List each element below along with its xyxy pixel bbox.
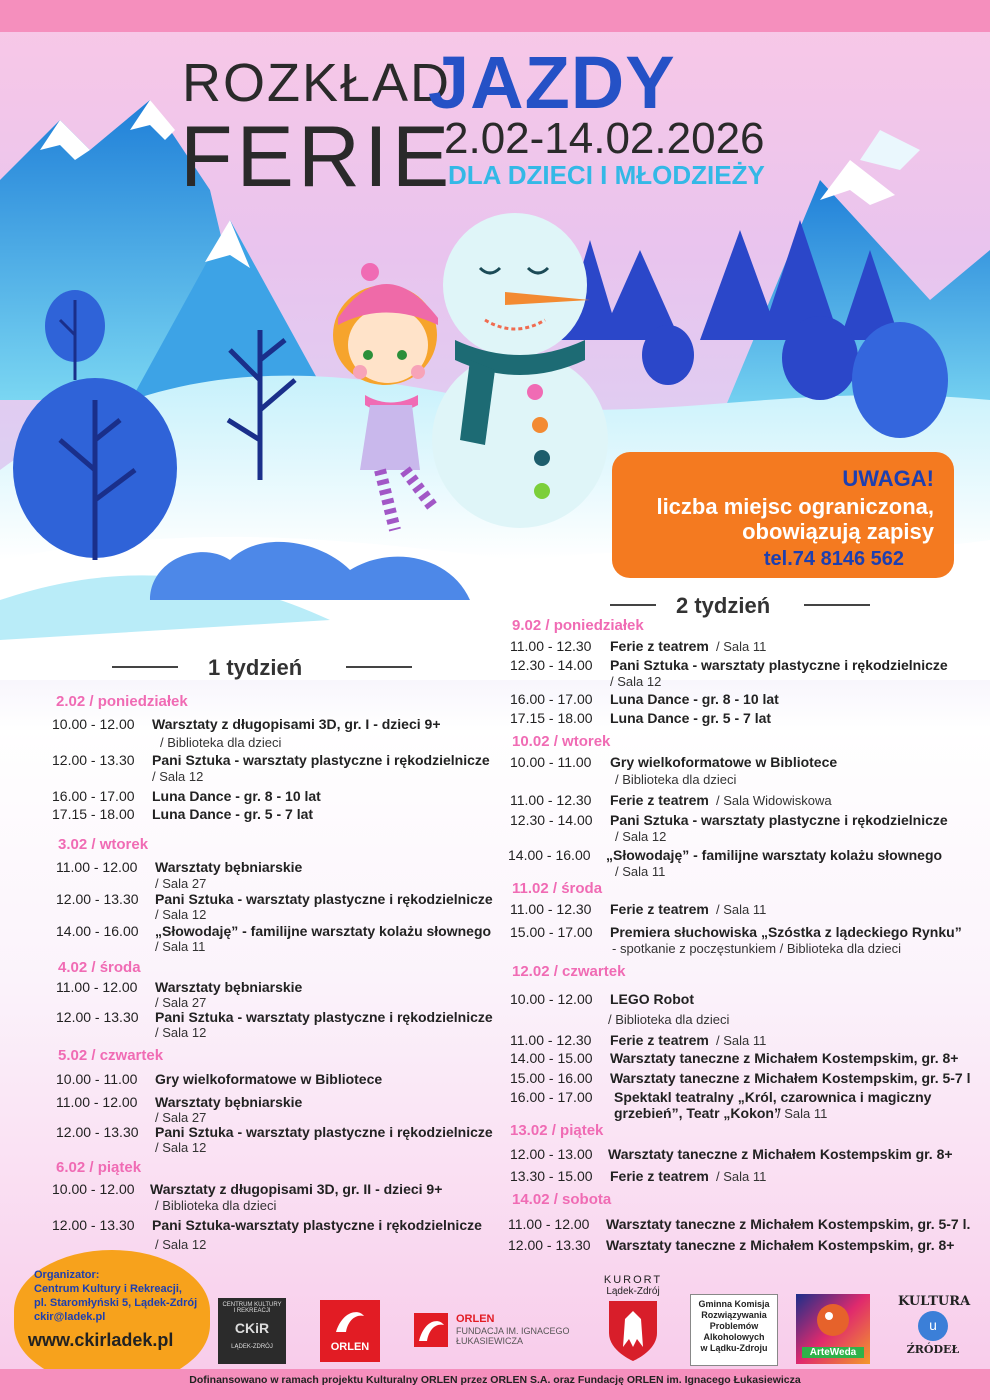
- event-time: 10.00 - 11.00: [510, 754, 592, 770]
- event-place: / Biblioteka dla dzieci: [608, 1012, 730, 1027]
- event-time: 16.00 - 17.00: [510, 691, 593, 707]
- event-activity: Pani Sztuka - warsztaty plastyczne i rękodzielnicze: [155, 891, 493, 907]
- event-time: 12.00 - 13.30: [508, 1237, 591, 1253]
- event-time: 14.00 - 16.00: [508, 847, 591, 863]
- event-time: 10.00 - 12.00: [52, 716, 135, 732]
- event-activity: Gry wielkoformatowe w Bibliotece: [155, 1071, 383, 1087]
- organizer-address: pl. Staromłyński 5, Lądek-Zdrój: [34, 1297, 198, 1309]
- event-activity: Pani Sztuka - warsztaty plastyczne i rękodzielnicze: [152, 752, 490, 768]
- arteweda-mark-icon: [813, 1300, 853, 1340]
- event-time: 11.00 - 12.00: [56, 859, 138, 875]
- event-place: / Sala 11: [716, 1169, 767, 1184]
- arteweda-text: ArteWeda: [802, 1347, 864, 1358]
- day-heading: 9.02 / poniedziałek: [512, 617, 644, 634]
- event-time: 13.30 - 15.00: [510, 1168, 593, 1184]
- event-time: 17.15 - 18.00: [510, 710, 593, 726]
- week1-title: 1 tydzień: [208, 655, 303, 680]
- orlen-logo: [320, 1300, 380, 1362]
- event-place: / Sala 11: [777, 1106, 828, 1121]
- event-time: 11.00 - 12.30: [510, 638, 592, 654]
- kultura-mid: u: [918, 1311, 948, 1341]
- event-activity: Warsztaty bębniarskie: [155, 979, 303, 995]
- event-place: / Biblioteka dla dzieci: [160, 735, 282, 750]
- title-ferie: FERIE: [180, 109, 454, 205]
- orlen-logo-text: ORLEN: [330, 1341, 370, 1353]
- week2-title: 2 tydzień: [676, 593, 771, 618]
- day-heading: 2.02 / poniedziałek: [56, 693, 188, 710]
- day-heading: 11.02 / środa: [512, 880, 603, 897]
- event-activity: Pani Sztuka - warsztaty plastyczne i rękodzielnicze: [155, 1124, 493, 1140]
- event-time: 12.30 - 14.00: [510, 812, 593, 828]
- event-activity: Pani Sztuka - warsztaty plastyczne i rękodzielnicze: [610, 657, 948, 673]
- event-activity: Ferie z teatrem: [610, 792, 709, 808]
- gmina-line: Problemów: [709, 1321, 759, 1331]
- event-time: 10.00 - 12.00: [52, 1181, 135, 1197]
- notice-text: [656, 494, 934, 544]
- subtitle: DLA DZIECI I MŁODZIEŻY: [448, 160, 765, 190]
- event-activity: Ferie z teatrem: [610, 1168, 709, 1184]
- organizer-badge: [14, 1250, 210, 1386]
- organizer-email[interactable]: ckir@ladek.pl: [34, 1311, 106, 1323]
- event-time: 12.00 - 13.30: [52, 752, 135, 768]
- gmina-line: w Lądku-Zdroju: [700, 1343, 768, 1353]
- event-activity: Ferie z teatrem: [610, 1032, 709, 1048]
- event-place: / Biblioteka dla dzieci: [155, 1198, 277, 1213]
- ckir-logo-bottom: LĄDEK-ZDRÓJ: [231, 1344, 273, 1350]
- event-activity: Pani Sztuka-warsztaty plastyczne i rękodzielnicze: [152, 1217, 482, 1233]
- event-place: - spotkanie z poczęstunkiem / Biblioteka dla dzieci: [612, 941, 902, 956]
- event-time: 12.00 - 13.30: [56, 891, 139, 907]
- day-heading: 4.02 / środa: [58, 959, 141, 976]
- kurort-city: Lądek-Zdrój: [606, 1286, 660, 1297]
- orlen-eagle-icon: [332, 1306, 368, 1336]
- event-activity: Warsztaty z długopisami 3D, gr. II - dzieci 9+: [150, 1181, 443, 1197]
- event-place: / Sala 11: [155, 939, 206, 954]
- title-jazdy: JAZDY: [428, 41, 676, 124]
- kultura-bottom: ŹRÓDEŁ: [906, 1343, 960, 1356]
- event-activity: Luna Dance - gr. 8 - 10 lat: [152, 788, 321, 804]
- gmina-line: Rozwiązywania: [701, 1310, 767, 1320]
- event-activity: „Słowodaję” - familijne warsztaty kolażu słownego: [606, 847, 943, 863]
- event-place: / Sala 27: [155, 1110, 207, 1125]
- day-heading: 10.02 / wtorek: [512, 733, 611, 750]
- event-activity: grzebień”, Teatr „Kokon”: [614, 1105, 781, 1121]
- ckir-logo: [218, 1298, 286, 1364]
- foundation-line1: FUNDACJA IM. IGNACEGO: [456, 1326, 570, 1336]
- event-time: 11.00 - 12.30: [510, 901, 592, 917]
- ckir-logo-mark: CKiR: [234, 1320, 270, 1336]
- event-time: 12.00 - 13.00: [510, 1146, 593, 1162]
- notice-line-2: obowiązują zapisy: [742, 519, 934, 544]
- gmina-commission-logo: [690, 1294, 778, 1366]
- event-place: / Sala 12: [155, 907, 207, 922]
- organizer-text: [34, 1268, 197, 1324]
- event-activity: Warsztaty z długopisami 3D, gr. I - dzieci 9+: [152, 716, 441, 732]
- notice-line-1: liczba miejsc ograniczona,: [656, 494, 934, 519]
- funding-note: Dofinansowano w ramach projektu Kulturalny ORLEN przez ORLEN S.A. oraz Fundację ORLEN im. Ignacego Łukasiewicza: [189, 1374, 801, 1386]
- kultura-top: KULTURA: [898, 1294, 971, 1309]
- event-time: 11.00 - 12.00: [508, 1216, 590, 1232]
- event-time: 11.00 - 12.30: [510, 792, 592, 808]
- event-place: / Sala 11: [615, 864, 666, 879]
- week1-rule-left: [112, 666, 178, 668]
- event-activity: Luna Dance - gr. 8 - 10 lat: [610, 691, 779, 707]
- event-activity: Warsztaty taneczne z Michałem Kostempskim, gr. 8+: [606, 1237, 955, 1253]
- gmina-line: Gminna Komisja: [698, 1299, 770, 1309]
- foundation-line2: ŁUKASIEWICZA: [456, 1336, 524, 1346]
- day-heading: 6.02 / piątek: [56, 1159, 142, 1176]
- event-activity: Ferie z teatrem: [610, 638, 709, 654]
- event-time: 11.00 - 12.00: [56, 979, 138, 995]
- ckir-logo-line2: I REKREACJI: [233, 1308, 271, 1314]
- event-activity: Warsztaty bębniarskie: [155, 859, 303, 875]
- event-activity: Pani Sztuka - warsztaty plastyczne i rękodzielnicze: [155, 1009, 493, 1025]
- day-heading: 3.02 / wtorek: [58, 836, 149, 853]
- event-activity: Warsztaty taneczne z Michałem Kostempskim, gr. 5-7 l: [610, 1070, 971, 1086]
- ckir-logo-line1: CENTRUM KULTURY: [222, 1302, 282, 1308]
- notice-phone[interactable]: tel.74 8146 562: [763, 548, 904, 570]
- event-activity: Premiera słuchowiska „Szóstka z lądeckiego Rynku”: [610, 924, 962, 940]
- event-time: 15.00 - 16.00: [510, 1070, 593, 1086]
- event-time: 12.00 - 13.30: [56, 1009, 139, 1025]
- week1-rule-right: [346, 666, 412, 668]
- week2-rule-right: [804, 604, 870, 606]
- event-time: 15.00 - 17.00: [510, 924, 593, 940]
- event-activity: Spektakl teatralny „Król, czarownica i magiczny: [614, 1089, 932, 1105]
- event-activity: LEGO Robot: [610, 991, 694, 1007]
- event-time: 12.30 - 14.00: [510, 657, 593, 673]
- event-place: / Sala 12: [155, 1025, 207, 1040]
- day-heading: 13.02 / piątek: [510, 1122, 604, 1139]
- event-place: / Biblioteka dla dzieci: [615, 772, 737, 787]
- day-heading: 5.02 / czwartek: [58, 1047, 164, 1064]
- notice-box: [612, 452, 954, 578]
- foundation-eagle-icon: [414, 1313, 448, 1347]
- event-activity: Luna Dance - gr. 5 - 7 lat: [610, 710, 772, 726]
- kurort-label: KURORT: [603, 1274, 663, 1286]
- event-place: / Sala 12: [615, 829, 667, 844]
- day-heading: 12.02 / czwartek: [512, 963, 626, 980]
- event-time: 16.00 - 17.00: [52, 788, 135, 804]
- day-heading: 14.02 / sobota: [512, 1191, 612, 1208]
- event-time: 12.00 - 13.30: [52, 1217, 135, 1233]
- event-activity: Warsztaty taneczne z Michałem Kostempskim, gr. 5-7 l.: [606, 1216, 971, 1232]
- event-place: / Sala 12: [155, 1140, 207, 1155]
- event-place: / Sala 12: [610, 674, 662, 689]
- event-activity: Warsztaty bębniarskie: [155, 1094, 303, 1110]
- organizer-website[interactable]: www.ckirladek.pl: [28, 1330, 174, 1350]
- event-place: / Sala 11: [716, 639, 767, 654]
- event-place: / Sala 12: [152, 769, 204, 784]
- event-time: 11.00 - 12.00: [56, 1094, 138, 1110]
- event-time: 10.00 - 11.00: [56, 1071, 138, 1087]
- notice-heading: UWAGA!: [842, 466, 934, 491]
- foundation-eagle-shape: [414, 1313, 448, 1347]
- event-time: 12.00 - 13.30: [56, 1124, 139, 1140]
- event-place: / Sala 27: [155, 876, 207, 891]
- event-time: 14.00 - 15.00: [510, 1050, 593, 1066]
- gmina-line: Alkoholowych: [703, 1332, 765, 1342]
- kultura-u-zrodel-logo: [898, 1294, 971, 1364]
- event-activity: Luna Dance - gr. 5 - 7 lat: [152, 806, 314, 822]
- event-activity: Gry wielkoformatowe w Bibliotece: [610, 754, 838, 770]
- foundation-brand: ORLEN: [456, 1313, 495, 1325]
- event-activity: „Słowodaję” - familijne warsztaty kolażu słownego: [155, 923, 492, 939]
- title-rozklad: ROZKŁAD: [182, 53, 452, 113]
- event-place: / Sala 12: [155, 1237, 207, 1252]
- organizer-name: Centrum Kultury i Rekreacji,: [34, 1283, 182, 1295]
- event-time: 17.15 - 18.00: [52, 806, 135, 822]
- top-pink-bar: [0, 0, 990, 32]
- event-activity: Warsztaty taneczne z Michałem Kostempskim, gr. 8+: [610, 1050, 959, 1066]
- event-place: / Sala 11: [716, 1033, 767, 1048]
- event-activity: Warsztaty taneczne z Michałem Kostempskim gr. 8+: [608, 1146, 953, 1162]
- event-place: / Sala Widowiskowa: [716, 793, 832, 808]
- week2-rule-left: [610, 604, 656, 606]
- event-time: 11.00 - 12.30: [510, 1032, 592, 1048]
- date-range: 2.02-14.02.2026: [444, 114, 765, 163]
- event-time: 10.00 - 12.00: [510, 991, 593, 1007]
- orlen-foundation-logo: [414, 1313, 584, 1349]
- organizer-label: Organizator:: [34, 1269, 100, 1281]
- event-place: / Sala 11: [716, 902, 767, 917]
- arteweda-logo: [796, 1294, 870, 1364]
- event-activity: Pani Sztuka - warsztaty plastyczne i rękodzielnicze: [610, 812, 948, 828]
- event-time: 16.00 - 17.00: [510, 1089, 593, 1105]
- event-time: 14.00 - 16.00: [56, 923, 139, 939]
- coat-of-arms-icon: [607, 1299, 659, 1363]
- kurort-logo: [600, 1274, 666, 1368]
- event-place: / Sala 27: [155, 995, 207, 1010]
- event-activity: Ferie z teatrem: [610, 901, 709, 917]
